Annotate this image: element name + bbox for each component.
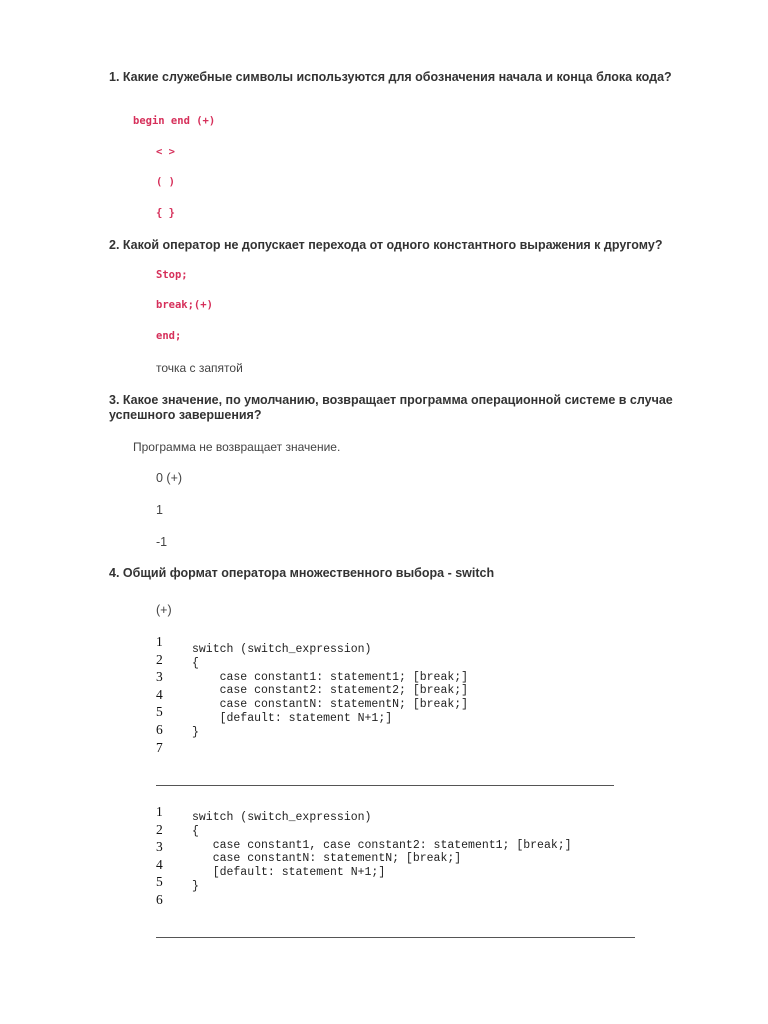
q4-correct-mark: (+)	[156, 603, 172, 617]
code-a-line-numbers	[156, 633, 168, 756]
q1-option-1: begin end (+)	[133, 115, 216, 127]
code-line: }	[192, 879, 199, 893]
q1-option-2: < >	[156, 146, 175, 158]
line-number: 6	[156, 891, 163, 907]
q1-option-3: ( )	[156, 176, 175, 188]
code-line: [default: statement N+1;]	[192, 711, 393, 725]
q3-option-1: Программа не возвращает значение.	[133, 440, 341, 454]
code-line: case constant1: statement1; [break;]	[192, 670, 469, 684]
line-number: 4	[156, 856, 163, 872]
q2-option-4: точка с запятой	[156, 361, 243, 375]
code-line: switch (switch_expression)	[192, 643, 372, 656]
q2-option-2: break;(+)	[156, 299, 213, 311]
line-number: 3	[156, 669, 163, 685]
line-number: 5	[156, 704, 163, 720]
question-4-title: 4. Общий формат оператора множественного выбора - switch	[109, 566, 495, 580]
line-number: 5	[156, 874, 163, 890]
code-line: {	[192, 824, 199, 838]
code-block-a	[192, 643, 468, 740]
code-line: }	[192, 725, 199, 739]
code-line: case constant1, case constant2: statement1; [break;]	[192, 838, 572, 852]
q2-option-1: Stop;	[156, 269, 188, 281]
line-number: 4	[156, 686, 163, 702]
line-number: 1	[156, 804, 163, 819]
line-number: 2	[156, 821, 163, 837]
q3-option-2: 0 (+)	[156, 471, 183, 485]
line-number: 1	[156, 634, 163, 649]
question-2-title: 2. Какой оператор не допускает перехода от одного константного выражения к другому?	[109, 238, 663, 252]
q3-option-3: 1	[156, 503, 163, 517]
code-line: switch (switch_expression)	[192, 811, 372, 824]
code-line: case constantN: statementN; [break;]	[192, 852, 462, 866]
q2-option-3: end;	[156, 330, 182, 342]
code-line: case constant2: statement2; [break;]	[192, 684, 469, 698]
line-number: 6	[156, 721, 163, 737]
code-line: case constantN: statementN; [break;]	[192, 698, 469, 712]
separator-line	[156, 785, 614, 786]
question-1-title: 1. Какие служебные символы используются для обозначения начала и конца блока кода?	[109, 70, 672, 84]
line-number: 2	[156, 651, 163, 667]
q3-option-4: -1	[156, 535, 168, 549]
code-line: {	[192, 656, 199, 670]
line-number: 7	[156, 739, 163, 755]
code-block-b	[192, 811, 572, 894]
line-number: 3	[156, 839, 163, 855]
question-3-title: 3. Какое значение, по умолчанию, возвращает программа операционной системе в случае успешного завершения?	[109, 393, 673, 422]
separator-line	[156, 937, 635, 938]
q1-option-4: { }	[156, 207, 175, 219]
code-line: [default: statement N+1;]	[192, 866, 386, 880]
code-b-line-numbers	[156, 803, 168, 909]
